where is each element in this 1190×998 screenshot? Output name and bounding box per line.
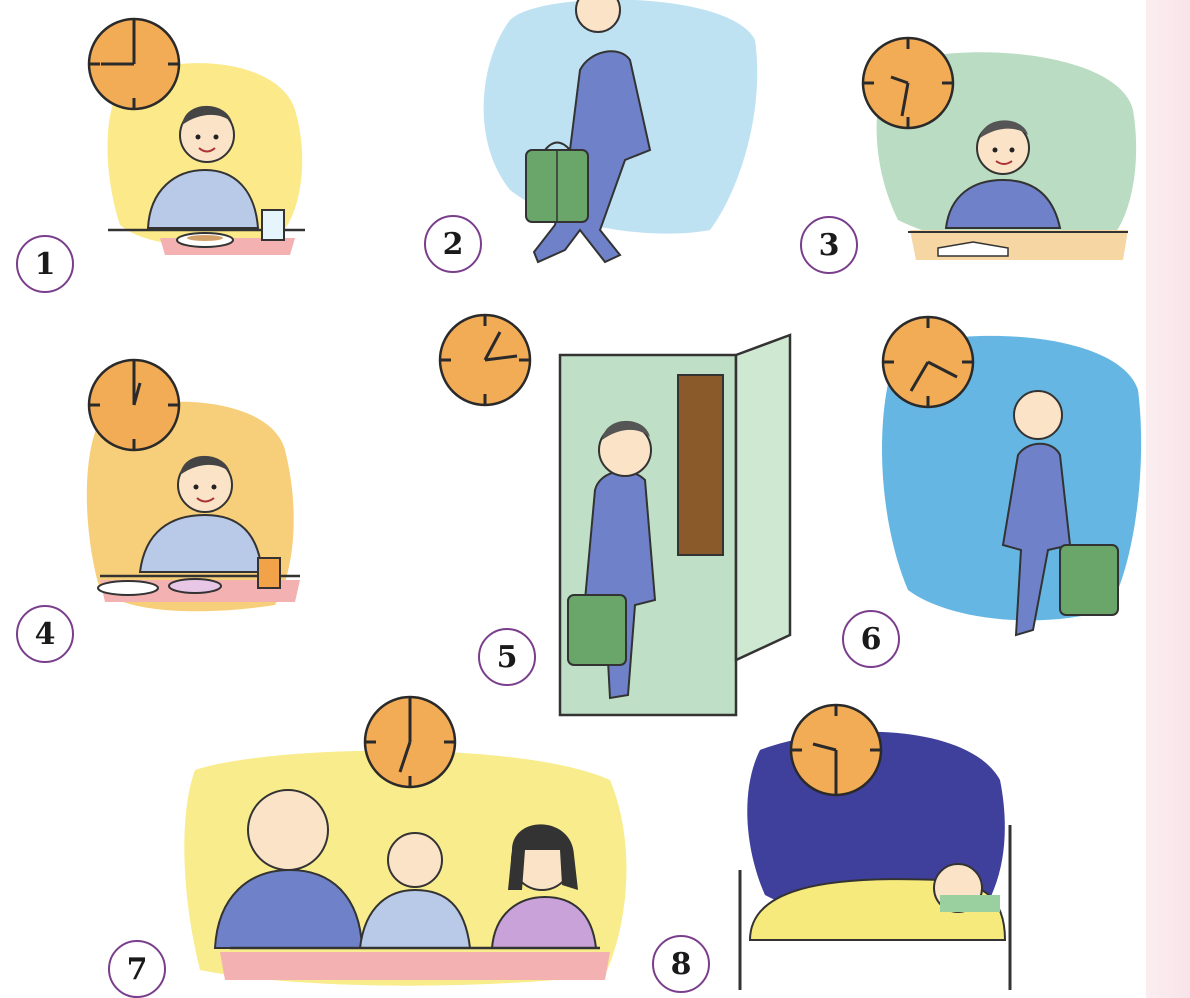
scene-sleeping [640, 690, 1040, 998]
panel-number: 7 [108, 940, 166, 998]
clock-icon [84, 355, 184, 455]
scene-family-dinner [100, 690, 640, 998]
scene-walking-home [838, 310, 1148, 680]
scene-breakfast [0, 0, 330, 300]
panel-number: 1 [16, 235, 74, 293]
panel-number: 6 [842, 610, 900, 668]
scene-walking-to-school [420, 0, 760, 290]
clock-icon [786, 700, 886, 800]
panel-number: 5 [478, 628, 536, 686]
page-edge [1146, 0, 1190, 998]
panel-number: 4 [16, 605, 74, 663]
clock-icon [858, 33, 958, 133]
clock-icon [84, 14, 184, 114]
panel-number: 2 [424, 215, 482, 273]
clock-icon [360, 692, 460, 792]
scene-lunch [0, 340, 330, 670]
scene-leaving-school [420, 300, 810, 720]
panel-number: 3 [800, 216, 858, 274]
clock-icon [878, 312, 978, 412]
scene-at-school [798, 20, 1148, 290]
panel-number: 8 [652, 935, 710, 993]
clock-icon [435, 310, 535, 410]
